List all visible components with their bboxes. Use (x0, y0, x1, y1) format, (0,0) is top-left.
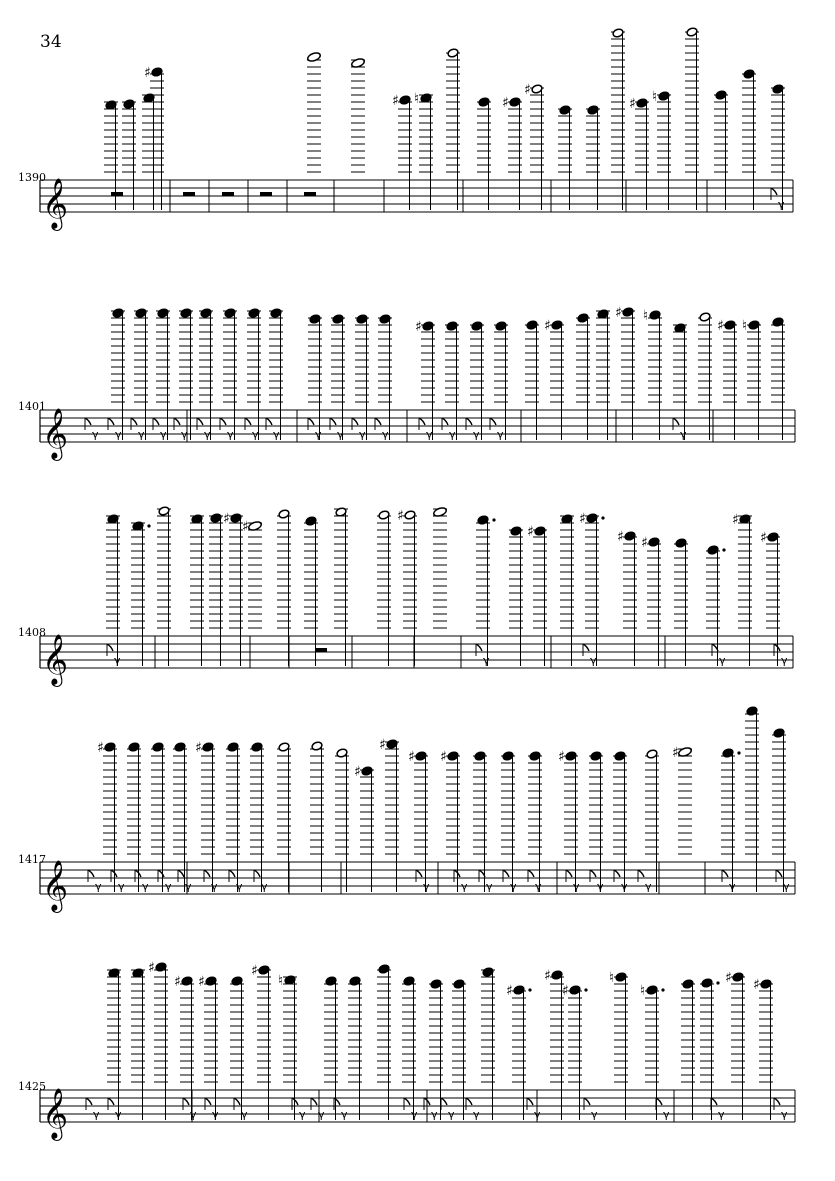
eighth-flag-icon (584, 1098, 590, 1105)
eighth-rest-icon: γ (118, 880, 125, 893)
sixteenth-rest-icon: γ (534, 1108, 541, 1121)
sharp-icon: ♯ (408, 749, 415, 765)
note-head (307, 51, 322, 62)
sixteenth-rest-icon: γ (719, 654, 726, 667)
sharp-icon: ♯ (629, 96, 636, 112)
eighth-flag-icon (614, 870, 620, 877)
sharp-icon: ♯ (440, 749, 447, 765)
eighth-rest-icon: γ (382, 428, 389, 441)
eighth-rest-icon: γ (142, 880, 149, 893)
augmentation-dot (661, 988, 664, 991)
sixteenth-rest-icon: γ (590, 654, 597, 667)
eighth-rest-icon: γ (299, 1108, 306, 1121)
measure-number-system-4: 1417 (18, 853, 46, 866)
sharp-icon: ♯ (753, 977, 760, 993)
natural-icon: ♮ (414, 91, 420, 107)
eighth-flag-icon (308, 418, 314, 425)
eighth-flag-icon (527, 1098, 533, 1105)
eighth-rest-icon: γ (781, 654, 788, 667)
sharp-icon: ♯ (242, 519, 249, 535)
eighth-flag-icon (566, 870, 572, 877)
sharp-icon: ♯ (223, 511, 230, 527)
measure-number-system-2: 1401 (18, 400, 46, 413)
eighth-rest-icon: γ (573, 880, 580, 893)
eighth-rest-icon: γ (473, 428, 480, 441)
augmentation-dot (722, 548, 725, 551)
eighth-rest-icon: γ (318, 1108, 325, 1121)
eighth-rest-icon: γ (411, 1108, 418, 1121)
eighth-flag-icon (466, 1098, 472, 1105)
sharp-icon: ♯ (354, 764, 361, 780)
eighth-flag-icon (205, 1098, 211, 1105)
sixteenth-rest-icon: γ (591, 1108, 598, 1121)
eighth-flag-icon (583, 644, 589, 651)
eighth-flag-icon (197, 418, 203, 425)
eighth-flag-icon (334, 1098, 340, 1105)
sharp-icon: ♯ (251, 963, 258, 979)
eighth-rest-icon: γ (359, 428, 366, 441)
eighth-rest-icon: γ (778, 198, 785, 211)
augmentation-dot (492, 518, 495, 521)
eighth-rest-icon: γ (212, 1108, 219, 1121)
eighth-flag-icon (158, 870, 164, 877)
whole-rest-icon (111, 192, 123, 196)
eighth-rest-icon: γ (93, 1108, 100, 1121)
eighth-flag-icon (254, 870, 260, 877)
eighth-flag-icon (774, 1098, 780, 1105)
natural-icon: ♮ (643, 308, 649, 324)
eighth-rest-icon: γ (181, 428, 188, 441)
whole-rest-icon (222, 192, 234, 196)
augmentation-dot (584, 988, 587, 991)
sharp-icon: ♯ (672, 745, 679, 761)
sharp-icon: ♯ (148, 960, 155, 976)
eighth-rest-icon: γ (95, 880, 102, 893)
eighth-rest-icon: γ (315, 428, 322, 441)
sharp-icon: ♯ (579, 511, 586, 527)
whole-rest-icon (183, 192, 195, 196)
treble-clef-icon: 𝄞 (42, 1088, 69, 1139)
eighth-flag-icon (245, 418, 251, 425)
eighth-flag-icon (183, 1098, 189, 1105)
treble-clef-icon: 𝄞 (42, 634, 69, 685)
eighth-flag-icon (85, 418, 91, 425)
sharp-icon: ♯ (506, 983, 513, 999)
eighth-rest-icon: γ (115, 1108, 122, 1121)
eighth-flag-icon (107, 644, 113, 651)
eighth-rest-icon: γ (92, 428, 99, 441)
eighth-rest-icon: γ (190, 1108, 197, 1121)
sharp-icon: ♯ (544, 318, 551, 334)
eighth-flag-icon (776, 870, 782, 877)
eighth-flag-icon (234, 1098, 240, 1105)
sharp-icon: ♯ (527, 524, 534, 540)
eighth-rest-icon: γ (426, 428, 433, 441)
eighth-flag-icon (174, 418, 180, 425)
sharp-icon: ♯ (558, 749, 565, 765)
eighth-flag-icon (220, 418, 226, 425)
eighth-flag-icon (86, 1098, 92, 1105)
augmentation-dot (528, 988, 531, 991)
sharp-icon: ♯ (392, 93, 399, 109)
eighth-rest-icon: γ (431, 1108, 438, 1121)
eighth-flag-icon (528, 870, 534, 877)
sharp-icon: ♯ (397, 508, 404, 524)
eighth-flag-icon (419, 418, 425, 425)
eighth-rest-icon: γ (341, 1108, 348, 1121)
eighth-flag-icon (375, 418, 381, 425)
eighth-rest-icon: γ (261, 880, 268, 893)
eighth-flag-icon (416, 870, 422, 877)
eighth-flag-icon (673, 418, 679, 425)
eighth-flag-icon (503, 870, 509, 877)
augmentation-dot (737, 751, 740, 754)
sharp-icon: ♯ (195, 740, 202, 756)
measure-number-system-5: 1425 (18, 1080, 46, 1093)
sharp-icon: ♯ (615, 305, 622, 321)
sharp-icon: ♯ (641, 535, 648, 551)
eighth-rest-icon: γ (165, 880, 172, 893)
treble-clef-icon: 𝄞 (42, 860, 69, 911)
eighth-rest-icon: γ (510, 880, 517, 893)
eighth-rest-icon: γ (115, 428, 122, 441)
sharp-icon: ♯ (617, 529, 624, 545)
whole-rest-icon (304, 192, 316, 196)
eighth-flag-icon (88, 870, 94, 877)
eighth-rest-icon: γ (252, 428, 259, 441)
sharp-icon: ♯ (725, 970, 732, 986)
eighth-flag-icon (108, 418, 114, 425)
sharp-icon: ♯ (717, 318, 724, 334)
eighth-flag-icon (178, 870, 184, 877)
eighth-flag-icon (590, 870, 596, 877)
sixteenth-rest-icon: γ (663, 1108, 670, 1121)
eighth-flag-icon (490, 418, 496, 425)
eighth-flag-icon (771, 188, 777, 195)
natural-icon: ♮ (742, 318, 748, 334)
measure-number-system-1: 1390 (18, 171, 46, 184)
eighth-rest-icon: γ (241, 1108, 248, 1121)
eighth-rest-icon: γ (160, 428, 167, 441)
eighth-flag-icon (476, 644, 482, 651)
eighth-flag-icon (638, 870, 644, 877)
eighth-rest-icon: γ (486, 880, 493, 893)
natural-icon: ♮ (640, 983, 646, 999)
whole-rest-icon (260, 192, 272, 196)
eighth-flag-icon (466, 418, 472, 425)
eighth-flag-icon (153, 418, 159, 425)
sixteenth-rest-icon: γ (729, 880, 736, 893)
measure-number-system-3: 1408 (18, 626, 46, 639)
eighth-rest-icon: γ (337, 428, 344, 441)
eighth-flag-icon (108, 1098, 114, 1105)
eighth-flag-icon (204, 870, 210, 877)
eighth-flag-icon (442, 418, 448, 425)
eighth-rest-icon: γ (781, 1108, 788, 1121)
eighth-flag-icon (330, 418, 336, 425)
treble-clef-icon: 𝄞 (42, 408, 69, 459)
eighth-rest-icon: γ (535, 880, 542, 893)
eighth-rest-icon: γ (204, 428, 211, 441)
eighth-flag-icon (311, 1098, 317, 1105)
eighth-flag-icon (352, 418, 358, 425)
eighth-flag-icon (404, 1098, 410, 1105)
sixteenth-rest-icon: γ (718, 1108, 725, 1121)
eighth-rest-icon: γ (185, 880, 192, 893)
whole-rest-icon (315, 648, 327, 652)
eighth-rest-icon: γ (211, 880, 218, 893)
eighth-rest-icon: γ (597, 880, 604, 893)
augmentation-dot (147, 524, 150, 527)
sharp-icon: ♯ (502, 95, 509, 111)
eighth-rest-icon: γ (449, 428, 456, 441)
eighth-flag-icon (229, 870, 235, 877)
eighth-flag-icon (266, 418, 272, 425)
eighth-rest-icon: γ (497, 428, 504, 441)
eighth-rest-icon: γ (461, 880, 468, 893)
sixteenth-rest-icon: γ (114, 654, 121, 667)
sharp-icon: ♯ (544, 968, 551, 984)
page-number: 34 (40, 32, 62, 52)
eighth-rest-icon: γ (423, 880, 430, 893)
sharp-icon: ♯ (174, 974, 181, 990)
sharp-icon: ♯ (144, 65, 151, 81)
natural-icon: ♮ (609, 970, 615, 986)
augmentation-dot (601, 516, 604, 519)
eighth-rest-icon: γ (448, 1108, 455, 1121)
augmentation-dot (716, 981, 719, 984)
sharp-icon: ♯ (524, 82, 531, 98)
sharp-icon: ♯ (732, 512, 739, 528)
eighth-rest-icon: γ (645, 880, 652, 893)
eighth-flag-icon (441, 1098, 447, 1105)
sharp-icon: ♯ (379, 737, 386, 753)
eighth-rest-icon: γ (473, 1108, 480, 1121)
eighth-rest-icon: γ (783, 880, 790, 893)
sixteenth-rest-icon: γ (483, 654, 490, 667)
eighth-rest-icon: γ (227, 428, 234, 441)
eighth-rest-icon: γ (236, 880, 243, 893)
sharp-icon: ♯ (760, 530, 767, 546)
eighth-flag-icon (722, 870, 728, 877)
sharp-icon: ♯ (415, 319, 422, 335)
eighth-rest-icon: γ (621, 880, 628, 893)
eighth-rest-icon: γ (273, 428, 280, 441)
sharp-icon: ♯ (562, 983, 569, 999)
eighth-flag-icon (131, 418, 137, 425)
eighth-rest-icon: γ (680, 428, 687, 441)
natural-icon: ♮ (278, 973, 284, 989)
eighth-rest-icon: γ (138, 428, 145, 441)
treble-clef-icon: 𝄞 (42, 178, 69, 229)
sharp-icon: ♯ (198, 974, 205, 990)
natural-icon: ♮ (652, 89, 658, 105)
sharp-icon: ♯ (97, 740, 104, 756)
